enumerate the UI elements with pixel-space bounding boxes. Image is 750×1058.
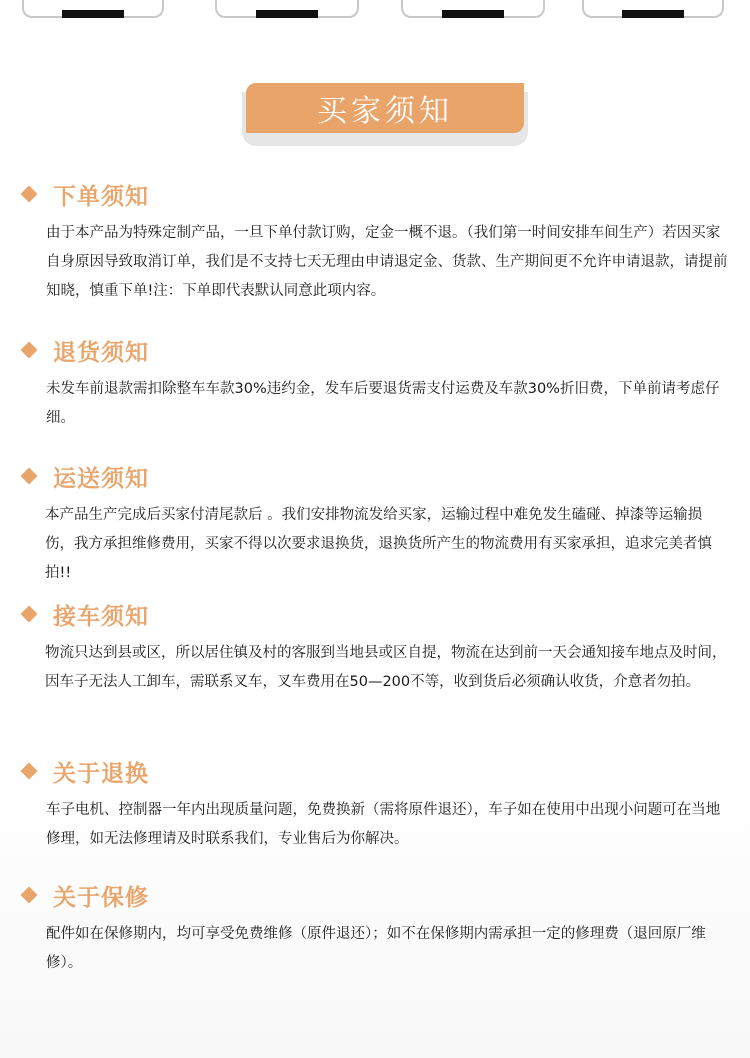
- section-header: [18, 333, 728, 367]
- section-text: 车子电机、控制器一年内出现质量问题，免费换新（需将原件退还），车子如在使用中出现小问题可在当地修理，如无法修理请及时联系我们，专业售后为你解决。: [46, 802, 721, 847]
- tab-indicator: [622, 10, 684, 18]
- page-title: 买家须知: [317, 94, 453, 129]
- section-text: 由于本产品为特殊定制产品，一旦下单付款订购，定金一概不退。（我们第一时间安排车间生产）若因买家自身原因导致取消订单，我们是不支持七天无理由申请退定金、货款、生产期间更不允许申请退款，请提前知晓，慎重下单!注：下单即代表默认同意此项内容。: [46, 225, 728, 299]
- section-title: 运送须知: [53, 465, 149, 492]
- section-pickup-notice: [18, 597, 728, 697]
- tab-indicator: [256, 10, 318, 18]
- diamond-bullet-icon: [21, 763, 38, 780]
- diamond-bullet-icon: [21, 606, 38, 623]
- diamond-bullet-icon: [21, 887, 38, 904]
- section-order-notice: [18, 177, 728, 306]
- section-text: 物流只达到县或区，所以居住镇及村的客服到当地县或区自提，物流在达到前一天会通知接车地点及时间，因车子无法人工卸车，需联系叉车，叉车费用在50—200不等，收到货后必须确认收货，介意者勿拍。: [45, 645, 727, 690]
- section-header: [18, 878, 728, 912]
- section-header: [18, 754, 728, 788]
- section-header: [18, 177, 728, 211]
- top-tab-1[interactable]: [22, 0, 164, 18]
- tab-indicator: [442, 10, 504, 18]
- diamond-bullet-icon: [21, 468, 38, 485]
- page-title-banner: [246, 83, 524, 133]
- section-title: 退货须知: [53, 339, 149, 366]
- tab-indicator: [62, 10, 124, 18]
- diamond-bullet-icon: [21, 186, 38, 203]
- section-shipping-notice: [18, 459, 728, 588]
- section-title: 下单须知: [53, 183, 149, 210]
- section-header: [18, 597, 728, 631]
- section-warranty: [18, 878, 728, 978]
- top-tab-4[interactable]: [582, 0, 724, 18]
- section-text: 配件如在保修期内，均可享受免费维修（原件退还）；如不在保修期内需承担一定的修理费（退回原厂维修）。: [46, 926, 706, 971]
- section-return-notice: [18, 333, 728, 433]
- section-header: [18, 459, 728, 493]
- section-title: 接车须知: [53, 603, 149, 630]
- diamond-bullet-icon: [21, 342, 38, 359]
- section-title: 关于退换: [53, 760, 149, 787]
- top-tab-2[interactable]: [215, 0, 359, 18]
- section-title: 关于保修: [53, 884, 149, 911]
- section-text: 未发车前退款需扣除整车车款30%违约金，发车后要退货需支付运费及车款30%折旧费，下单前请考虑仔细。: [46, 381, 720, 426]
- section-exchange: [18, 754, 728, 854]
- section-text: 本产品生产完成后买家付清尾款后 。我们安排物流发给买家，运输过程中难免发生磕碰、掉漆等运输损伤，我方承担维修费用，买家不得以次要求退换货，退换货所产生的物流费用有买家承担，追求完美者慎拍!!: [45, 507, 712, 581]
- top-tab-3[interactable]: [401, 0, 545, 18]
